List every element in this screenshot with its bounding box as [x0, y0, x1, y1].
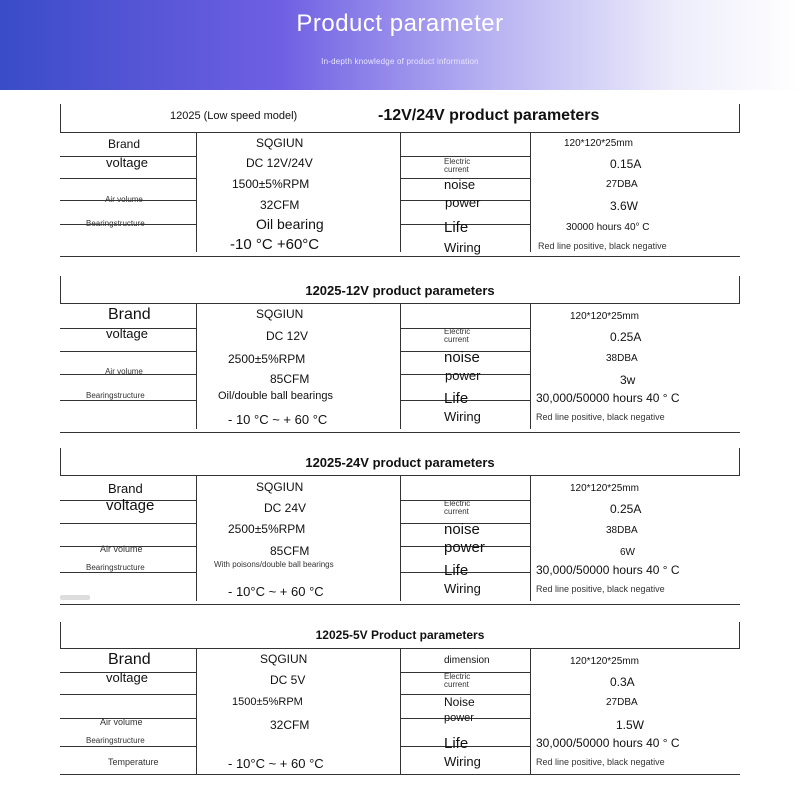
value-brand: SQGIUN: [256, 307, 304, 321]
label-air-volume: Air volume: [105, 195, 143, 204]
value-wiring: Red line positive, black negative: [538, 241, 667, 251]
label-brand: Brand: [108, 306, 151, 323]
label-bearing-structure: Bearingstructure: [86, 219, 145, 228]
value-power: 3.6W: [610, 199, 639, 213]
smudge-mark: [60, 595, 90, 600]
value-power: 3w: [620, 373, 636, 387]
value-dimension: 120*120*25mm: [570, 656, 639, 667]
block-title-left: 12025 (Low speed model): [170, 110, 298, 122]
value-dimension: 120*120*25mm: [570, 311, 639, 322]
label-life: Life: [444, 735, 469, 752]
spec-block-5v: [60, 622, 740, 782]
value-temperature: - 10 °C ~ + 60 °C: [228, 412, 328, 427]
value-noise: 38DBA: [606, 353, 638, 364]
label-electric-current: Electric current: [444, 672, 471, 689]
value-life: 30000 hours 40° C: [566, 222, 650, 233]
value-air-volume: 32CFM: [270, 718, 310, 732]
value-wiring: Red line positive, black negative: [536, 757, 665, 767]
value-rpm: 2500±5%RPM: [228, 522, 306, 536]
value-temperature: - 10°C ~ + 60 °C: [228, 584, 324, 599]
label-voltage: voltage: [106, 155, 148, 170]
label-wiring: Wiring: [444, 240, 481, 255]
value-temperature: - 10°C ~ + 60 °C: [228, 756, 324, 771]
label-air-volume: Air volume: [105, 367, 143, 376]
label-temperature: Temperature: [108, 757, 159, 767]
value-rpm: 1500±5%RPM: [232, 696, 303, 708]
value-current: 0.15A: [610, 157, 642, 171]
label-power: power: [444, 539, 485, 556]
label-noise: noise: [444, 521, 480, 538]
label-noise: Noise: [444, 695, 475, 709]
value-dimension: 120*120*25mm: [570, 483, 639, 494]
label-brand: Brand: [108, 481, 143, 496]
value-voltage: DC 5V: [270, 673, 306, 687]
block-title: 12025-24V product parameters: [305, 455, 495, 470]
label-air-volume: Air volume: [100, 544, 143, 554]
value-power: 6W: [620, 547, 635, 558]
block-title-right: -12V/24V product parameters: [378, 107, 600, 124]
label-power: power: [444, 712, 474, 724]
value-air-volume: 85CFM: [270, 544, 310, 558]
value-air-volume: 85CFM: [270, 372, 310, 386]
value-life: 30,000/50000 hours 40 ° C: [536, 563, 680, 577]
value-temperature: -10 °C +60°C: [230, 236, 320, 253]
value-power: 1.5W: [616, 718, 645, 732]
page-subtitle: In-depth knowledge of product information: [321, 57, 479, 66]
page-title: Product parameter: [296, 10, 504, 37]
label-electric-current: Electric current: [444, 499, 471, 516]
page-header: [0, 0, 800, 90]
block-title: 12025-5V Product parameters: [315, 628, 485, 642]
label-power: power: [445, 368, 481, 383]
spec-block-low-speed: [60, 104, 740, 260]
label-power: power: [445, 195, 481, 210]
label-voltage: voltage: [106, 326, 148, 341]
value-voltage: DC 24V: [264, 501, 307, 515]
label-life: Life: [444, 219, 469, 236]
label-voltage: voltage: [106, 497, 155, 514]
label-dimension: dimension: [444, 655, 490, 666]
value-bearing: With poisons/double ball bearings: [214, 560, 334, 569]
value-voltage: DC 12V: [266, 329, 309, 343]
value-life: 30,000/50000 hours 40 ° C: [536, 391, 680, 405]
label-brand: Brand: [108, 651, 151, 668]
value-brand: SQGIUN: [256, 480, 304, 494]
label-wiring: Wiring: [444, 581, 481, 596]
value-brand: SQGIUN: [260, 652, 308, 666]
label-electric-current: Electric current: [444, 327, 471, 344]
value-wiring: Red line positive, black negative: [536, 412, 665, 422]
value-current: 0.25A: [610, 502, 642, 516]
value-brand: SQGIUN: [256, 136, 304, 150]
value-noise: 27DBA: [606, 179, 638, 190]
value-current: 0.3A: [610, 675, 635, 689]
value-bearing: Oil/double ball bearings: [218, 390, 333, 402]
label-bearing-structure: Bearingstructure: [86, 736, 145, 745]
value-current: 0.25A: [610, 330, 642, 344]
value-life: 30,000/50000 hours 40 ° C: [536, 736, 680, 750]
label-noise: noise: [444, 349, 480, 366]
spec-block-24v: [60, 448, 740, 608]
label-air-volume: Air volume: [100, 717, 143, 727]
value-rpm: 2500±5%RPM: [228, 352, 306, 366]
value-voltage: DC 12V/24V: [246, 156, 313, 170]
value-dimension: 120*120*25mm: [564, 138, 633, 149]
label-electric-current: Electric current: [444, 157, 471, 174]
label-bearing-structure: Bearingstructure: [86, 391, 145, 400]
value-noise: 27DBA: [606, 697, 638, 708]
label-wiring: Wiring: [444, 754, 481, 769]
value-wiring: Red line positive, black negative: [536, 584, 665, 594]
block-title: 12025-12V product parameters: [305, 283, 495, 298]
value-noise: 38DBA: [606, 525, 638, 536]
label-brand: Brand: [108, 137, 141, 151]
value-bearing: Oil bearing: [256, 216, 324, 232]
value-rpm: 1500±5%RPM: [232, 177, 310, 191]
label-life: Life: [444, 562, 469, 579]
label-bearing-structure: Bearingstructure: [86, 563, 145, 572]
label-voltage: voltage: [106, 670, 148, 685]
spec-block-12v: [60, 276, 740, 436]
label-noise: noise: [444, 177, 476, 192]
value-air-volume: 32CFM: [260, 198, 300, 212]
label-wiring: Wiring: [444, 409, 481, 424]
label-life: Life: [444, 390, 469, 407]
